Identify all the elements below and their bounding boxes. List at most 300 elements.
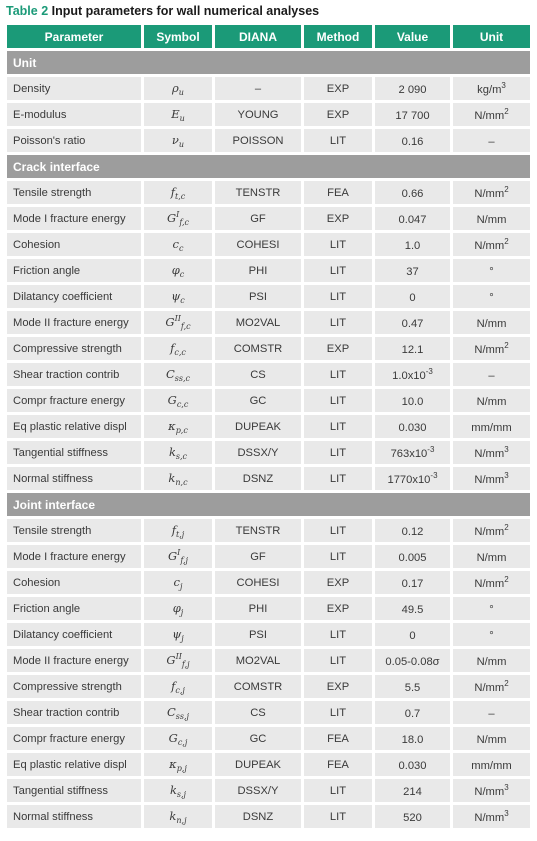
- value-base: 0.047: [398, 214, 427, 226]
- cell-diana: COHESI: [215, 571, 301, 594]
- unit-base: –: [488, 370, 495, 382]
- value-base: 520: [403, 812, 422, 824]
- cell-diana: MO2VAL: [215, 649, 301, 672]
- unit-base: mm/mm: [471, 760, 512, 772]
- symbol-sup: II: [174, 314, 181, 323]
- cell-symbol: [144, 571, 212, 594]
- cell-diana: COMSTR: [215, 675, 301, 698]
- value-base: 17 700: [395, 110, 430, 122]
- value-base: 5.5: [404, 682, 421, 694]
- cell-method: LIT: [304, 259, 372, 282]
- cell-value: [375, 597, 450, 620]
- header-row: [7, 25, 530, 48]
- symbol-sub: t,j: [176, 530, 185, 539]
- value-sup: -3: [427, 445, 435, 454]
- cell-value: [375, 467, 450, 490]
- unit-base: N/mm: [474, 188, 505, 200]
- cell-unit: [453, 675, 530, 698]
- cell-unit: [453, 259, 530, 282]
- cell-diana: PSI: [215, 285, 301, 308]
- table-row: [7, 727, 530, 750]
- cell-symbol: [144, 623, 212, 646]
- cell-parameter: Mode II fracture energy: [7, 311, 141, 334]
- table-row: [7, 389, 530, 412]
- table-row: [7, 129, 530, 152]
- parameters-table: [4, 22, 533, 831]
- symbol-sub: n,c: [175, 478, 188, 487]
- table-row: [7, 285, 530, 308]
- unit-sup: 2: [504, 341, 509, 350]
- cell-value: [375, 753, 450, 776]
- cell-unit: [453, 337, 530, 360]
- value-base: 49.5: [401, 604, 424, 616]
- cell-value: [375, 727, 450, 750]
- cell-unit: [453, 207, 530, 230]
- cell-symbol: [144, 519, 212, 542]
- symbol-base: ν: [171, 133, 179, 147]
- cell-value: [375, 441, 450, 464]
- cell-parameter: Compr fracture energy: [7, 389, 141, 412]
- cell-value: [375, 103, 450, 126]
- cell-unit: [453, 103, 530, 126]
- table-row: [7, 363, 530, 386]
- cell-unit: [453, 181, 530, 204]
- unit-sup: 3: [504, 445, 509, 454]
- table-row: [7, 545, 530, 568]
- cell-method: LIT: [304, 285, 372, 308]
- cell-value: [375, 363, 450, 386]
- unit-base: N/mm: [476, 214, 507, 226]
- cell-method: EXP: [304, 571, 372, 594]
- cell-method: LIT: [304, 311, 372, 334]
- table-row: [7, 415, 530, 438]
- cell-unit: [453, 467, 530, 490]
- unit-base: kg/m: [477, 84, 502, 96]
- symbol-base: k: [169, 783, 177, 797]
- cell-value: [375, 389, 450, 412]
- table-row: [7, 779, 530, 802]
- symbol-base: ψ: [172, 627, 182, 641]
- table-row: [7, 623, 530, 646]
- cell-value: [375, 805, 450, 828]
- symbol-sub: j: [179, 582, 183, 591]
- cell-diana: CS: [215, 363, 301, 386]
- cell-parameter: Dilatancy coefficient: [7, 285, 141, 308]
- unit-sup: 2: [504, 575, 509, 584]
- cell-symbol: [144, 727, 212, 750]
- cell-method: EXP: [304, 207, 372, 230]
- value-base: 0.12: [401, 526, 424, 538]
- cell-unit: [453, 285, 530, 308]
- symbol-base: k: [168, 471, 176, 485]
- symbol-base: k: [168, 445, 176, 459]
- cell-diana: COMSTR: [215, 337, 301, 360]
- value-base: 0.05-0.08σ: [385, 656, 440, 668]
- cell-value: [375, 337, 450, 360]
- cell-method: LIT: [304, 701, 372, 724]
- symbol-sub: c,j: [177, 738, 188, 747]
- value-base: 12.1: [401, 344, 424, 356]
- cell-symbol: [144, 805, 212, 828]
- unit-base: N/mm: [474, 786, 505, 798]
- value-base: 0.17: [401, 578, 424, 590]
- cell-parameter: E-modulus: [7, 103, 141, 126]
- symbol-base: φ: [172, 601, 181, 615]
- cell-method: FEA: [304, 181, 372, 204]
- value-base: 0: [409, 630, 416, 642]
- cell-diana: –: [215, 77, 301, 100]
- value-base: 1.0x10: [392, 370, 426, 382]
- cell-method: LIT: [304, 779, 372, 802]
- cell-parameter: Compressive strength: [7, 675, 141, 698]
- cell-unit: [453, 753, 530, 776]
- table-row: [7, 103, 530, 126]
- unit-sup: 3: [504, 783, 509, 792]
- symbol-sub: c,j: [175, 686, 185, 695]
- cell-symbol: [144, 337, 212, 360]
- cell-parameter: Normal stiffness: [7, 805, 141, 828]
- cell-parameter: Poisson's ratio: [7, 129, 141, 152]
- cell-diana: PHI: [215, 259, 301, 282]
- cell-value: [375, 675, 450, 698]
- unit-sup: 3: [504, 809, 509, 818]
- cell-parameter: Density: [7, 77, 141, 100]
- symbol-sub: c,c: [174, 348, 186, 357]
- cell-value: [375, 233, 450, 256]
- symbol-base: G: [167, 549, 178, 563]
- symbol-base: C: [166, 705, 176, 719]
- symbol-base: f: [171, 679, 176, 693]
- unit-base: N/mm: [474, 474, 505, 486]
- cell-unit: [453, 779, 530, 802]
- unit-base: –: [488, 708, 495, 720]
- cell-method: LIT: [304, 389, 372, 412]
- cell-symbol: [144, 597, 212, 620]
- cell-value: [375, 701, 450, 724]
- cell-value: [375, 129, 450, 152]
- symbol-base: E: [171, 107, 180, 121]
- cell-parameter: Friction angle: [7, 597, 141, 620]
- cell-method: LIT: [304, 623, 372, 646]
- table-row: [7, 571, 530, 594]
- cell-parameter: Dilatancy coefficient: [7, 623, 141, 646]
- cell-diana: GF: [215, 207, 301, 230]
- cell-symbol: [144, 233, 212, 256]
- cell-value: [375, 623, 450, 646]
- symbol-sub: s,c: [175, 452, 188, 461]
- cell-symbol: [144, 753, 212, 776]
- cell-diana: DSSX/Y: [215, 441, 301, 464]
- cell-diana: POISSON: [215, 129, 301, 152]
- cell-symbol: [144, 441, 212, 464]
- symbol-base: G: [167, 393, 177, 407]
- cell-parameter: Cohesion: [7, 571, 141, 594]
- table-caption: [6, 4, 319, 18]
- unit-sup: 2: [504, 679, 509, 688]
- symbol-sub: p,j: [176, 764, 187, 773]
- symbol-base: φ: [171, 263, 180, 277]
- cell-value: [375, 285, 450, 308]
- cell-unit: [453, 623, 530, 646]
- cell-parameter: Eq plastic relative displ: [7, 753, 141, 776]
- symbol-base: C: [165, 367, 175, 381]
- header-method: Method: [304, 25, 372, 48]
- cell-symbol: [144, 649, 212, 672]
- unit-base: N/mm: [474, 110, 505, 122]
- cell-method: LIT: [304, 363, 372, 386]
- table-row: [7, 337, 530, 360]
- value-base: 0.16: [401, 136, 424, 148]
- cell-unit: [453, 363, 530, 386]
- symbol-sub: f,j: [180, 556, 189, 565]
- unit-base: N/mm: [476, 656, 507, 668]
- section-row: [7, 155, 530, 178]
- cell-symbol: [144, 259, 212, 282]
- value-base: 763x10: [390, 448, 428, 460]
- symbol-sub: c: [179, 270, 185, 279]
- unit-base: N/mm: [474, 448, 505, 460]
- table-row: [7, 207, 530, 230]
- cell-method: LIT: [304, 545, 372, 568]
- cell-diana: TENSTR: [215, 519, 301, 542]
- cell-symbol: [144, 103, 212, 126]
- cell-symbol: [144, 285, 212, 308]
- unit-sup: 3: [501, 81, 506, 90]
- cell-parameter: Shear traction contrib: [7, 701, 141, 724]
- unit-base: °: [489, 604, 494, 616]
- cell-symbol: [144, 77, 212, 100]
- symbol-sub: ss,c: [174, 374, 191, 383]
- cell-diana: DSNZ: [215, 805, 301, 828]
- cell-method: EXP: [304, 675, 372, 698]
- table-row: [7, 649, 530, 672]
- cell-diana: GC: [215, 727, 301, 750]
- cell-unit: [453, 649, 530, 672]
- cell-method: LIT: [304, 519, 372, 542]
- symbol-sub: ss,j: [175, 712, 190, 721]
- cell-diana: MO2VAL: [215, 311, 301, 334]
- unit-base: N/mm: [474, 240, 505, 252]
- cell-parameter: Normal stiffness: [7, 467, 141, 490]
- cell-symbol: [144, 467, 212, 490]
- section-title: Crack interface: [7, 155, 530, 178]
- value-base: 37: [406, 266, 419, 278]
- value-base: 2 090: [398, 84, 427, 96]
- cell-unit: [453, 597, 530, 620]
- cell-diana: GF: [215, 545, 301, 568]
- cell-unit: [453, 233, 530, 256]
- unit-sup: 2: [504, 107, 509, 116]
- cell-diana: DUPEAK: [215, 415, 301, 438]
- symbol-sub: c: [180, 296, 185, 305]
- cell-value: [375, 259, 450, 282]
- symbol-base: k: [169, 809, 177, 823]
- symbol-sup: II: [175, 652, 182, 661]
- unit-base: N/mm: [476, 734, 507, 746]
- cell-symbol: [144, 311, 212, 334]
- cell-method: LIT: [304, 805, 372, 828]
- symbol-sub: f,j: [181, 660, 190, 669]
- cell-symbol: [144, 415, 212, 438]
- cell-method: EXP: [304, 337, 372, 360]
- cell-value: [375, 779, 450, 802]
- cell-method: EXP: [304, 103, 372, 126]
- cell-parameter: Eq plastic relative displ: [7, 415, 141, 438]
- value-base: 1770x10: [387, 474, 431, 486]
- cell-method: LIT: [304, 441, 372, 464]
- value-base: 10.0: [401, 396, 424, 408]
- table-row: [7, 467, 530, 490]
- value-base: 0: [409, 292, 416, 304]
- symbol-sub: f,c: [180, 322, 191, 331]
- section-row: [7, 493, 530, 516]
- cell-symbol: [144, 545, 212, 568]
- cell-parameter: Tangential stiffness: [7, 441, 141, 464]
- header-symbol: Symbol: [144, 25, 212, 48]
- cell-unit: [453, 129, 530, 152]
- table-row: [7, 519, 530, 542]
- value-base: 0.7: [404, 708, 421, 720]
- cell-parameter: Friction angle: [7, 259, 141, 282]
- cell-parameter: Tensile strength: [7, 181, 141, 204]
- symbol-sub: u: [178, 88, 184, 97]
- table-label: Table 2: [6, 4, 49, 18]
- cell-value: [375, 545, 450, 568]
- section-title: Joint interface: [7, 493, 530, 516]
- header-diana: DIANA: [215, 25, 301, 48]
- symbol-sub: j: [180, 608, 184, 617]
- symbol-base: ρ: [172, 81, 179, 95]
- unit-base: °: [489, 266, 494, 278]
- value-base: 0.66: [401, 188, 424, 200]
- cell-value: [375, 181, 450, 204]
- unit-base: mm/mm: [471, 422, 512, 434]
- symbol-base: G: [165, 315, 175, 329]
- cell-parameter: Mode II fracture energy: [7, 649, 141, 672]
- symbol-base: κ: [168, 419, 176, 433]
- cell-unit: [453, 77, 530, 100]
- unit-base: °: [489, 292, 494, 304]
- cell-unit: [453, 805, 530, 828]
- unit-base: N/mm: [476, 552, 507, 564]
- cell-symbol: [144, 675, 212, 698]
- cell-method: LIT: [304, 649, 372, 672]
- cell-method: LIT: [304, 467, 372, 490]
- cell-parameter: Tangential stiffness: [7, 779, 141, 802]
- value-base: 1.0: [404, 240, 421, 252]
- cell-unit: [453, 415, 530, 438]
- cell-symbol: [144, 701, 212, 724]
- cell-symbol: [144, 129, 212, 152]
- table-row: [7, 441, 530, 464]
- unit-base: N/mm: [474, 682, 505, 694]
- cell-method: LIT: [304, 129, 372, 152]
- symbol-sub: f,c: [179, 218, 190, 227]
- symbol-base: G: [166, 211, 177, 225]
- unit-sup: 3: [504, 471, 509, 480]
- cell-method: LIT: [304, 233, 372, 256]
- unit-base: N/mm: [474, 812, 505, 824]
- value-sup: -3: [425, 367, 433, 376]
- cell-unit: [453, 519, 530, 542]
- unit-base: N/mm: [476, 318, 507, 330]
- symbol-base: f: [170, 185, 175, 199]
- unit-base: –: [488, 136, 495, 148]
- cell-value: [375, 519, 450, 542]
- symbol-sub: u: [178, 140, 185, 149]
- header-parameter: Parameter: [7, 25, 141, 48]
- symbol-sub: n,j: [176, 816, 187, 825]
- cell-parameter: Cohesion: [7, 233, 141, 256]
- table-row: [7, 77, 530, 100]
- value-base: 214: [403, 786, 422, 798]
- cell-diana: CS: [215, 701, 301, 724]
- cell-value: [375, 415, 450, 438]
- symbol-base: f: [170, 341, 175, 355]
- symbol-sub: j: [181, 634, 184, 643]
- symbol-base: G: [166, 653, 176, 667]
- table-row: [7, 805, 530, 828]
- cell-unit: [453, 727, 530, 750]
- symbol-sup: I: [176, 210, 180, 219]
- value-base: 0.030: [398, 422, 427, 434]
- table-row: [7, 259, 530, 282]
- cell-diana: DSNZ: [215, 467, 301, 490]
- value-base: 0.030: [398, 760, 427, 772]
- table-row: [7, 311, 530, 334]
- cell-parameter: Compr fracture energy: [7, 727, 141, 750]
- cell-method: EXP: [304, 77, 372, 100]
- table-row: [7, 597, 530, 620]
- cell-value: [375, 571, 450, 594]
- table-title: Input parameters for wall numerical analyses: [51, 4, 320, 18]
- cell-diana: PSI: [215, 623, 301, 646]
- symbol-base: c: [172, 237, 179, 251]
- unit-sup: 2: [504, 523, 509, 532]
- cell-diana: DUPEAK: [215, 753, 301, 776]
- unit-base: N/mm: [474, 578, 505, 590]
- cell-diana: YOUNG: [215, 103, 301, 126]
- cell-method: LIT: [304, 415, 372, 438]
- symbol-sub: u: [179, 114, 185, 123]
- table-row: [7, 753, 530, 776]
- symbol-sub: p,c: [175, 426, 188, 435]
- cell-method: FEA: [304, 727, 372, 750]
- symbol-base: f: [171, 523, 176, 537]
- cell-symbol: [144, 779, 212, 802]
- unit-base: N/mm: [474, 344, 505, 356]
- symbol-base: c: [173, 575, 180, 589]
- cell-diana: GC: [215, 389, 301, 412]
- unit-base: °: [489, 630, 494, 642]
- unit-base: N/mm: [476, 396, 507, 408]
- symbol-sub: c,c: [176, 400, 189, 409]
- cell-symbol: [144, 363, 212, 386]
- cell-diana: DSSX/Y: [215, 779, 301, 802]
- value-base: 0.005: [398, 552, 427, 564]
- cell-unit: [453, 701, 530, 724]
- header-value: Value: [375, 25, 450, 48]
- cell-value: [375, 77, 450, 100]
- header-unit: Unit: [453, 25, 530, 48]
- symbol-sup: I: [177, 548, 181, 557]
- cell-unit: [453, 571, 530, 594]
- cell-symbol: [144, 181, 212, 204]
- symbol-sub: c: [178, 244, 184, 253]
- table-row: [7, 181, 530, 204]
- cell-symbol: [144, 389, 212, 412]
- cell-unit: [453, 389, 530, 412]
